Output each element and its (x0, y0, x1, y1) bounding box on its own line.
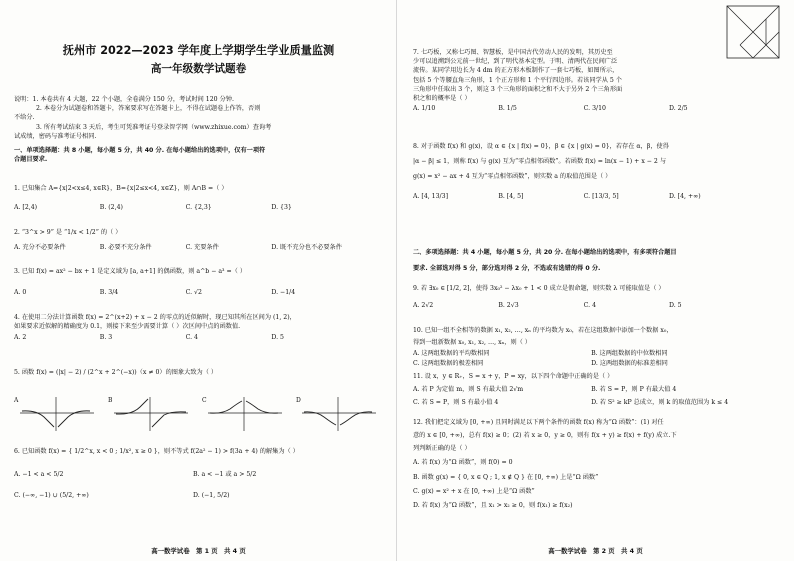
question-line: 7. 七巧板，又称七巧图、智慧板，是中国古代劳动人民的发明，其历史至 (413, 49, 613, 56)
option-d: D. 5 (271, 334, 284, 342)
exam-title: 抚州市 2022—2023 学年度上学期学生学业质量监测 (62, 44, 335, 57)
question-options (413, 385, 784, 394)
question-stem: 11. 设 x，y ∈ R₊，S = x + y，P = xy，以下四个命题中正确的是（ ） (413, 373, 614, 380)
page-right (397, 0, 794, 561)
question-10 (413, 326, 784, 368)
option-a: A. 充分不必要条件 (14, 244, 66, 252)
graph-label: C (202, 397, 207, 404)
instruction-line: 3. 所有考试结束 3 天后，考生可凭准考证号登录智学网（www.zhixue.com）查询考 (36, 123, 272, 131)
question-stem: 2. “3^x > 9” 是 “1/x < 1/2” 的（ ） (14, 229, 122, 236)
option-a: A. [4, 13/3] (413, 192, 448, 200)
question-stem: 3. 已知 f(x) = ax² − bx + 1 是定义域为 [a, a+1] 的偶函数，则 a^b − a³ =（ ） (14, 268, 247, 275)
option-c: C. 充要条件 (185, 244, 219, 252)
option-a: A. 这两组数据的平均数相同 (413, 350, 490, 358)
question-9 (413, 284, 784, 310)
section-2-line: 要求. 全部选对得 5 分，部分选对得 2 分，不选或有选错的得 0 分. (413, 265, 601, 273)
graph-label: A (14, 397, 19, 404)
graph-a-icon (14, 393, 98, 433)
option-b: B. 1/5 (498, 105, 517, 112)
option-b: B. 3/4 (99, 289, 119, 297)
page-footer-right: 高一数学试卷 第 2 页 共 4 页 (548, 547, 643, 555)
option-c: C. 4 (583, 302, 597, 310)
option-d: D. −1/4 (271, 289, 296, 297)
question-4 (14, 313, 387, 343)
option-b: B. (2,4) (99, 204, 123, 212)
option-b: B. 必要不充分条件 (99, 244, 152, 252)
question-7-options (413, 104, 784, 113)
option-c: C. 若 S = P，则 S 有最小值 4 (413, 399, 499, 407)
option-c: C. g(x) = x² + x 在 [0, +∞) 上是“Ω 函数” (413, 488, 535, 496)
instruction-line: 说明：1. 本卷共有 4 大题，22 个小题，全卷满分 150 分，考试时间 120 分钟. (14, 96, 234, 103)
question-options (413, 359, 784, 368)
instruction-line: 2. 本卷分为试题卷和答题卡，答案要求写在答题卡上，不得在试题卷上作答，否则 (36, 105, 261, 113)
option-b: B. 若 S = P，则 P 有最大值 4 (591, 386, 677, 394)
question-line: 积之和的概率是（ ） (413, 95, 471, 103)
section-1-line: 合题目要求. (14, 156, 48, 164)
option-d: D. 这两组数据的标准差相同 (591, 359, 668, 367)
question-options (413, 301, 784, 310)
question-options (14, 243, 387, 252)
option-b: B. 3 (99, 334, 113, 342)
instruction-line: 不给分. (14, 114, 35, 122)
option-a: A. 若 f(x) 为“Ω 函数”，则 f(0) = 0 (413, 458, 513, 466)
question-stem: 6. 已知函数 f(x) = { 1/2^x, x < 0 ; 1/x², x ≥ 0 }，则不等式 f(2a² − 1) > f(3a + 4) 的解集为（ ） (14, 448, 299, 455)
option-c: C. (−∞, −1) ∪ (5/2, +∞) (14, 492, 89, 500)
graph-d-icon (296, 393, 380, 433)
option-d: D. {3} (271, 204, 292, 212)
option-a: A. 0 (14, 289, 27, 297)
option-b: B. 函数 g(x) = { 0, x ∈ Q ; 1, x ∉ Q } 在 [0, +∞) 上是“Ω 函数” (413, 473, 599, 481)
graph-option-b (108, 393, 192, 433)
option-c: C. √2 (185, 289, 202, 297)
graph-c-icon (202, 393, 286, 433)
option-c: C. 3/10 (583, 105, 606, 112)
option-c: C. 4 (185, 334, 198, 342)
question-stem: 1. 已知集合 A={x|2<x≤4, x∈R}，B={x|2≤x<4, x∈Z}，则 A∩B =（ ） (14, 185, 228, 192)
option-a: A. 2 (14, 334, 27, 342)
question-line: 少可以追溯到公元前一世纪，到了明代基本定型。于明、清两代在民间广泛 (413, 58, 618, 66)
question-6 (14, 447, 387, 501)
question-line: 三角形中任取出 3 个，则这 3 个三角形的面积之和不大于另外 2 个三角形面 (413, 85, 623, 93)
question-options (14, 288, 387, 297)
question-5 (14, 368, 387, 377)
option-c: C. {2,3} (185, 204, 212, 212)
question-options (14, 491, 387, 500)
graph-option-a (14, 393, 98, 433)
question-12 (413, 418, 784, 510)
question-2 (14, 228, 387, 252)
question-options (413, 398, 784, 407)
question-line: 8. 对于函数 f(x) 和 g(x)，设 α ∈ {x | f(x) = 0}，β ∈ {x | g(x) = 0}，若存在 α，β，使得 (413, 143, 669, 150)
graph-label: D (296, 397, 301, 404)
option-d: D. 5 (668, 302, 682, 310)
question-1 (14, 184, 387, 212)
tangram-figure (725, 4, 781, 60)
instructions (14, 95, 387, 141)
question-line: 12. 我们把定义域为 [0, +∞) 且同时满足以下两个条件的函数 f(x) 称为“Ω 函数”：(1) 对任 (413, 419, 664, 426)
graph-b-icon (108, 393, 192, 433)
option-d: D. 2/5 (668, 105, 688, 112)
option-a: A. 若 P 为定值 m，则 S 有最大值 2√m (413, 386, 524, 394)
q5-graph-options (14, 393, 384, 433)
option-d: D. 若 S² ≥ kP 总成立，则 k 的取值范围为 k ≤ 4 (591, 399, 729, 407)
option-b: B. 2√3 (498, 302, 519, 310)
option-d: D. 既不充分也不必要条件 (271, 244, 342, 252)
question-stem: 5. 函数 f(x) = (|x| − 2) / (2^x + 2^(−x))（x ≠ 0）的图象大致为（ ） (14, 369, 218, 376)
question-line: 意的 x ∈ [0, +∞)，总有 f(x) ≥ 0；(2) 若 x ≥ 0，y ≥ 0，则有 f(x + y) ≥ f(x) + f(y) 成立.下 (413, 432, 677, 440)
option-d: D. 若 f(x) 为“Ω 函数”，且 x₁ > x₂ ≥ 0，则 f(x₁) ≥ f(x₂) (413, 502, 573, 510)
option-b: B. a < −1 或 a > 5/2 (193, 471, 257, 479)
question-8 (413, 142, 784, 201)
option-c: C. 这两组数据的极差相同 (413, 359, 484, 367)
question-options (413, 349, 784, 358)
question-11 (413, 372, 784, 408)
question-line: 得到一组新数据 x₀, x₁, x₂, …, xₙ，则（ ） (413, 339, 531, 347)
question-stem: 9. 若 ∃x₀ ∈ [1/2, 2]，使得 3x₀² − λx₀ + 1 < 0 成立是假命题，则实数 λ 可能取值是（ ） (413, 285, 665, 292)
question-stem: 4. 在使用二分法计算函数 f(x) = 2^(x+2) + x − 2 的零点的近似解时，现已知其所在区间为 (1, 2)， (14, 314, 296, 321)
tangram-icon (725, 4, 781, 60)
question-7 (413, 48, 718, 103)
question-options (14, 470, 387, 479)
option-d: D. (−1, 5/2) (193, 492, 230, 500)
graph-option-c (202, 393, 286, 433)
option-b: B. [4, 5] (498, 192, 524, 200)
question-line: 流传。某同学用边长为 4 dm 的正方形木板制作了一套七巧板，如图所示， (413, 67, 619, 75)
instruction-line: 试成绩，密码与准考证号相同. (14, 132, 97, 140)
option-a: A. [2,4) (14, 204, 38, 212)
page-footer-left: 高一数学试卷 第 1 页 共 4 页 (151, 547, 246, 555)
question-line: 包括 5 个等腰直角三角形，1 个正方形和 1 个平行四边形。若该同学从 5 个 (413, 76, 622, 84)
section-2-heading (413, 248, 784, 273)
graph-option-d (296, 393, 380, 433)
question-line: 10. 已知一组不全相等的数据 x₁, x₂, …, xₙ 的平均数为 x₀，若在这组数据中添加一个数据 x₀， (413, 327, 673, 334)
question-options (14, 333, 387, 342)
section-1-heading (14, 146, 387, 164)
question-line: 列判断正确的是（ ） (413, 445, 471, 453)
section-2-line: 二、多项选择题：共 4 小题，每小题 5 分，共 20 分. 在每小题给出的选项中，有多项符合题目 (413, 249, 677, 256)
question-3 (14, 267, 387, 297)
section-1-line: 一、单项选择题：共 8 小题，每小题 5 分，共 40 分. 在每小题给出的选项中，仅有一项符 (14, 147, 266, 154)
question-options (14, 203, 387, 212)
exam-subtitle: 高一年级数学试题卷 (150, 63, 247, 75)
option-c: C. [13/3, 5] (583, 192, 619, 200)
option-a: A. 2√2 (413, 302, 434, 310)
option-b: B. 这两组数据的中位数相同 (591, 350, 668, 358)
question-line: g(x) = x² − ax + 4 互为“零点相邻函数”，则实数 a 的取值范围是（ ） (413, 173, 612, 181)
option-a: A. −1 < a < 5/2 (14, 471, 64, 479)
question-line: |α − β| ≤ 1，则称 f(x) 与 g(x) 互为“零点相邻函数”。若函数 f(x) = ln(x − 1) + x − 2 与 (413, 158, 667, 166)
option-d: D. [4, +∞) (668, 192, 701, 200)
question-stem: 如果要求近似解的精确度为 0.1，则接下来至少需要计算（ ）次区间中点的函数值. (14, 323, 241, 331)
option-a: A. 1/10 (413, 105, 436, 112)
graph-label: B (108, 397, 113, 404)
question-options (413, 192, 784, 201)
